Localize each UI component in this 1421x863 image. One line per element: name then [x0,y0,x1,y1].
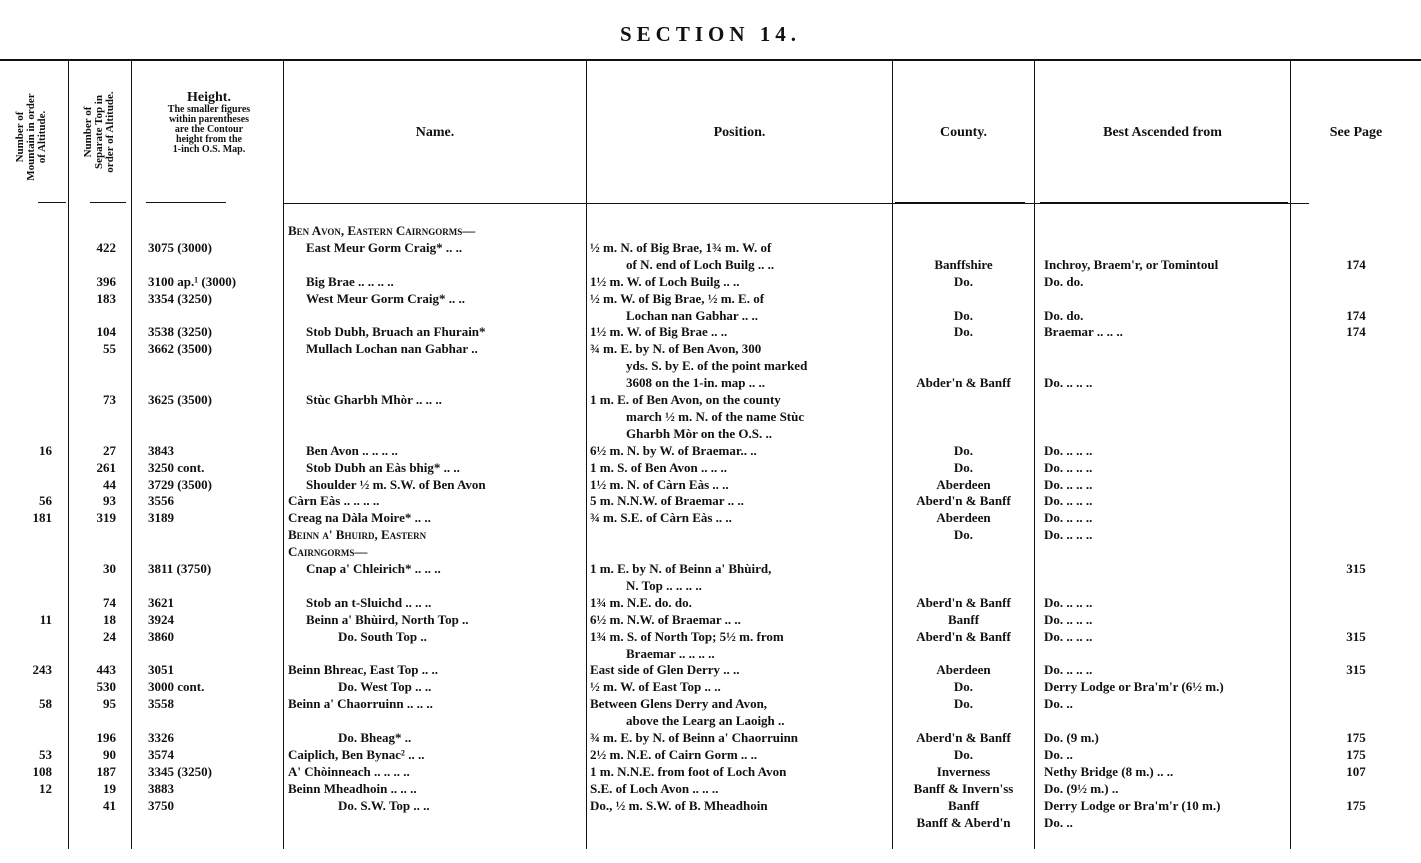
cell-ascended: Inchroy, Braem'r, or Tomintoul [1044,256,1219,272]
cell-page: 174 [1346,324,1366,340]
cell-county: Banff & Invern'ss [913,780,1014,796]
cell-position: 1 m. N.N.E. from foot of Loch Avon [590,763,787,779]
cell-ascended: Do. do. [1044,273,1084,289]
cell-height: 3000 cont. [148,679,205,695]
cell-position: East side of Glen Derry .. .. [590,662,740,678]
column-divider [68,59,69,849]
cell-name: Do. West Top .. .. [338,679,432,695]
cell-ascended: Do. .. .. .. [1044,493,1093,509]
cell-county: Abder'n & Banff [916,375,1011,391]
cell-height: 3558 [148,696,174,712]
cell-top: 27 [103,442,116,458]
cell-name: Shoulder ½ m. S.W. of Ben Avon [306,476,486,492]
cell-mountain: 181 [32,510,52,526]
cell-name: Beinn a' Bhùird, North Top .. [306,611,469,627]
cell-mountain: 243 [32,662,52,678]
cell-top: 319 [96,510,116,526]
cell-name: Stob an t-Sluichd .. .. .. [306,594,432,610]
cell-top: 19 [103,780,116,796]
header-county: County. [939,125,988,140]
cell-top: 55 [103,341,116,357]
cell-position: 1¾ m. N.E. do. do. [590,594,692,610]
cell-position: 1 m. E. of Ben Avon, on the county [590,392,781,407]
cell-position: Gharbh Mòr on the O.S. .. [626,425,773,441]
cell-ascended: Braemar .. .. .. [1044,324,1123,340]
cell-ascended: Do. .. .. .. [1044,476,1093,492]
cell-position: ½ m. W. of East Top .. .. [590,679,721,695]
cell-ascended: Do. .. .. .. [1044,628,1093,644]
cell-ascended: Do. .. .. .. [1044,442,1093,458]
cell-name: Do. S.W. Top .. .. [338,797,430,813]
cell-county: Do. [953,527,974,543]
cell-top: 183 [96,290,116,306]
cell-ascended: Do. do. [1044,307,1084,323]
cell-height: 3621 [148,594,174,610]
cell-height: 3051 [148,662,174,678]
cell-ascended: Derry Lodge or Bra'm'r (10 m.) [1044,797,1221,813]
header-position: Position. [713,125,766,140]
cell-page: 175 [1346,746,1366,762]
cell-county: Aberdeen [936,476,991,492]
cell-position: 2½ m. N.E. of Cairn Gorm .. .. [590,746,758,762]
cell-height: 3556 [148,493,174,509]
header-dash [90,202,126,203]
header-dash [38,202,66,203]
cell-position: 1½ m. N. of Càrn Eàs .. .. [590,476,729,492]
cell-mountain: 53 [39,746,52,762]
cell-name: Big Brae .. .. .. .. [306,273,394,289]
header-height: Height. The smaller figures within parentheses are the Contour height from the 1-inch O.S. Map. [167,90,251,155]
cell-county: Aberdeen [936,510,991,526]
cell-top: 261 [96,459,116,475]
cell-name: Beinn a' Bhuird, Eastern [288,527,427,543]
cell-position: 3608 on the 1-in. map .. .. [626,375,766,391]
cell-county: Do. [953,324,974,340]
cell-top: 90 [103,746,116,762]
cell-page: 175 [1346,797,1366,813]
cell-top: 44 [103,476,116,492]
cell-county: Do. [953,442,974,458]
cell-height: 3538 (3250) [148,324,212,340]
cell-position: yds. S. by E. of the point marked [626,358,808,374]
cell-county: Banff [947,797,980,813]
cell-name: Mullach Lochan nan Gabhar .. [306,341,478,357]
cell-page: 315 [1346,662,1366,678]
cell-position: Do., ½ m. S.W. of B. Mheadhoin [590,797,768,813]
cell-position: 1¾ m. S. of North Top; 5½ m. from [590,628,784,644]
cell-height: 3729 (3500) [148,476,212,492]
cell-ascended: Do. .. .. .. [1044,662,1093,678]
cell-top: 41 [103,797,116,813]
cell-ascended: Do. .. .. .. [1044,527,1093,543]
cell-top: 93 [103,493,116,509]
cell-name: Stob Dubh an Eàs bhig* .. .. [306,459,460,475]
cell-ascended: Do. .. .. .. [1044,510,1093,526]
cell-mountain: 11 [39,611,52,627]
cell-ascended: Do. .. .. .. [1044,375,1093,391]
cell-height: 3250 cont. [148,459,205,475]
cell-name: Beinn a' Chaorruinn .. .. .. [288,696,433,712]
cell-ascended: Nethy Bridge (8 m.) .. .. [1044,763,1174,779]
cell-top: 30 [103,561,116,576]
cell-position: ¾ m. S.E. of Càrn Eàs .. .. [590,510,732,526]
cell-top: 422 [96,239,116,255]
cell-county: Do. [953,307,974,323]
cell-top: 18 [103,611,116,627]
cell-height: 3326 [148,730,174,745]
cell-name: Creag na Dàla Moire* .. .. [288,510,431,526]
cell-name: Stob Dubh, Bruach an Fhurain* [306,324,486,340]
cell-ascended: Do. .. [1044,696,1073,712]
cell-position: Lochan nan Gabhar .. .. [626,307,758,323]
cell-name: Do. Bheag* .. [338,730,412,745]
cell-page: 174 [1346,256,1366,272]
header-top-number: Number of Separate Top in order of Altitude. [82,91,116,173]
cell-ascended: Do. .. .. .. [1044,594,1093,610]
header-dash [146,202,226,203]
header-dash [895,202,1025,203]
cell-position: ¾ m. E. by N. of Beinn a' Chaorruinn [590,730,799,745]
cell-height: 3354 (3250) [148,290,212,306]
cell-county: Banff [947,611,980,627]
cell-height: 3100 ap.¹ (3000) [148,273,237,289]
cell-top: 24 [103,628,116,644]
cell-position: 5 m. N.N.W. of Braemar .. .. [590,493,744,509]
cell-mountain: 16 [39,442,52,458]
header-best-ascended: Best Ascended from [1103,125,1222,140]
cell-position: 6½ m. N. by W. of Braemar.. .. [590,442,757,458]
cell-height: 3860 [148,628,174,644]
cell-mountain: 58 [39,696,52,712]
cell-position: above the Learg an Laoigh .. [626,713,785,729]
cell-position: 1 m. E. by N. of Beinn a' Bhùird, [590,561,772,576]
cell-top: 104 [96,324,116,340]
cell-county: Do. [953,746,974,762]
cell-top: 443 [96,662,116,678]
cell-ascended: Do. .. .. .. [1044,611,1093,627]
column-divider [131,59,132,849]
cell-page: 174 [1346,307,1366,323]
cell-county: Do. [953,273,974,289]
cell-height: 3189 [148,510,174,526]
cell-name: West Meur Gorm Craig* .. .. [306,290,465,306]
cell-mountain: 56 [39,493,52,509]
cell-position: Between Glens Derry and Avon, [590,696,768,712]
cell-position: S.E. of Loch Avon .. .. .. [590,780,719,796]
cell-height: 3924 [148,611,174,627]
cell-county: Inverness [936,763,991,779]
column-divider [283,59,284,849]
cell-position: of N. end of Loch Builg .. .. [626,256,775,272]
cell-county: Aberd'n & Banff [916,594,1011,610]
cell-county: Do. [953,459,974,475]
cell-position: 1 m. S. of Ben Avon .. .. .. [590,459,727,475]
cell-top: 95 [103,696,116,712]
cell-name: Caiplich, Ben Bynac² .. .. [288,746,425,762]
cell-position: 1½ m. W. of Loch Builg .. .. [590,273,740,289]
cell-top: 187 [96,763,116,779]
cell-ascended: Do. .. [1044,814,1073,830]
cell-top: 196 [96,730,116,745]
cell-county: Aberdeen [936,662,991,678]
cell-position: ½ m. W. of Big Brae, ½ m. E. of [590,290,765,306]
cell-height: 3811 (3750) [148,561,212,576]
cell-top: 73 [103,392,116,407]
cell-name: Cnap a' Chleirich* .. .. .. [306,561,441,576]
cell-name: Ben Avon .. .. .. .. [306,442,398,458]
cell-name: A' Chòinneach .. .. .. .. [288,763,410,779]
cell-top: 74 [103,594,116,610]
cell-ascended: Derry Lodge or Bra'm'r (6½ m.) [1044,679,1224,695]
cell-page: 175 [1346,730,1366,745]
cell-ascended: Do. (9 m.) [1044,730,1099,745]
cell-ascended: Do. .. [1044,746,1073,762]
cell-position: 6½ m. N.W. of Braemar .. .. [590,611,741,627]
cell-height: 3574 [148,746,174,762]
cell-position: N. Top .. .. .. .. [626,577,702,593]
cell-height: 3075 (3000) [148,239,212,255]
header-top-rule [0,59,1421,61]
cell-position: Braemar .. .. .. .. [626,645,715,661]
cell-ascended: Do. (9½ m.) .. [1044,780,1119,796]
cell-name: Beinn Bhreac, East Top .. .. [288,662,439,678]
cell-page: 315 [1346,561,1366,576]
cell-county: Aberd'n & Banff [916,493,1011,509]
cell-ascended: Do. .. .. .. [1044,459,1093,475]
cell-county: Banff & Aberd'n [916,814,1011,830]
cell-county: Banffshire [934,256,993,272]
cell-county: Aberd'n & Banff [916,730,1011,745]
cell-county: Do. [953,679,974,695]
cell-height: 3662 (3500) [148,341,212,357]
header-bottom-rule [283,203,1309,204]
cell-county: Aberd'n & Banff [916,628,1011,644]
cell-height: 3750 [148,797,174,813]
header-dash [1040,202,1288,203]
cell-position: 1½ m. W. of Big Brae .. .. [590,324,728,340]
cell-position: march ½ m. N. of the name Stùc [626,408,805,424]
cell-position: ¾ m. E. by N. of Ben Avon, 300 [590,341,762,357]
cell-height: 3345 (3250) [148,763,212,779]
cell-name: Cairngorms— [288,544,368,560]
cell-name: East Meur Gorm Craig* .. .. [306,239,463,255]
cell-page: 315 [1346,628,1366,644]
cell-name: Beinn Mheadhoin .. .. .. [288,780,417,796]
header-name: Name. [415,125,455,140]
cell-name: Do. South Top .. [338,628,427,644]
cell-name: Stùc Gharbh Mhòr .. .. .. [306,392,442,407]
column-divider [1034,59,1035,849]
cell-page: 107 [1346,763,1366,779]
cell-mountain: 12 [39,780,52,796]
cell-position: ½ m. N. of Big Brae, 1¾ m. W. of [590,239,772,255]
header-mountain-number: Number of Mountain in order of Altitude. [14,93,48,181]
section-title: SECTION 14. [619,22,802,46]
cell-top: 396 [96,273,116,289]
cell-height: 3843 [148,442,174,458]
column-divider [586,59,587,849]
cell-height: 3883 [148,780,174,796]
cell-county: Do. [953,696,974,712]
cell-height: 3625 (3500) [148,392,212,407]
cell-name: Ben Avon, Eastern Cairngorms— [288,223,476,238]
cell-name: Càrn Eàs .. .. .. .. [288,493,380,509]
cell-mountain: 108 [32,763,52,779]
header-see-page: See Page [1329,125,1383,140]
cell-top: 530 [96,679,116,695]
